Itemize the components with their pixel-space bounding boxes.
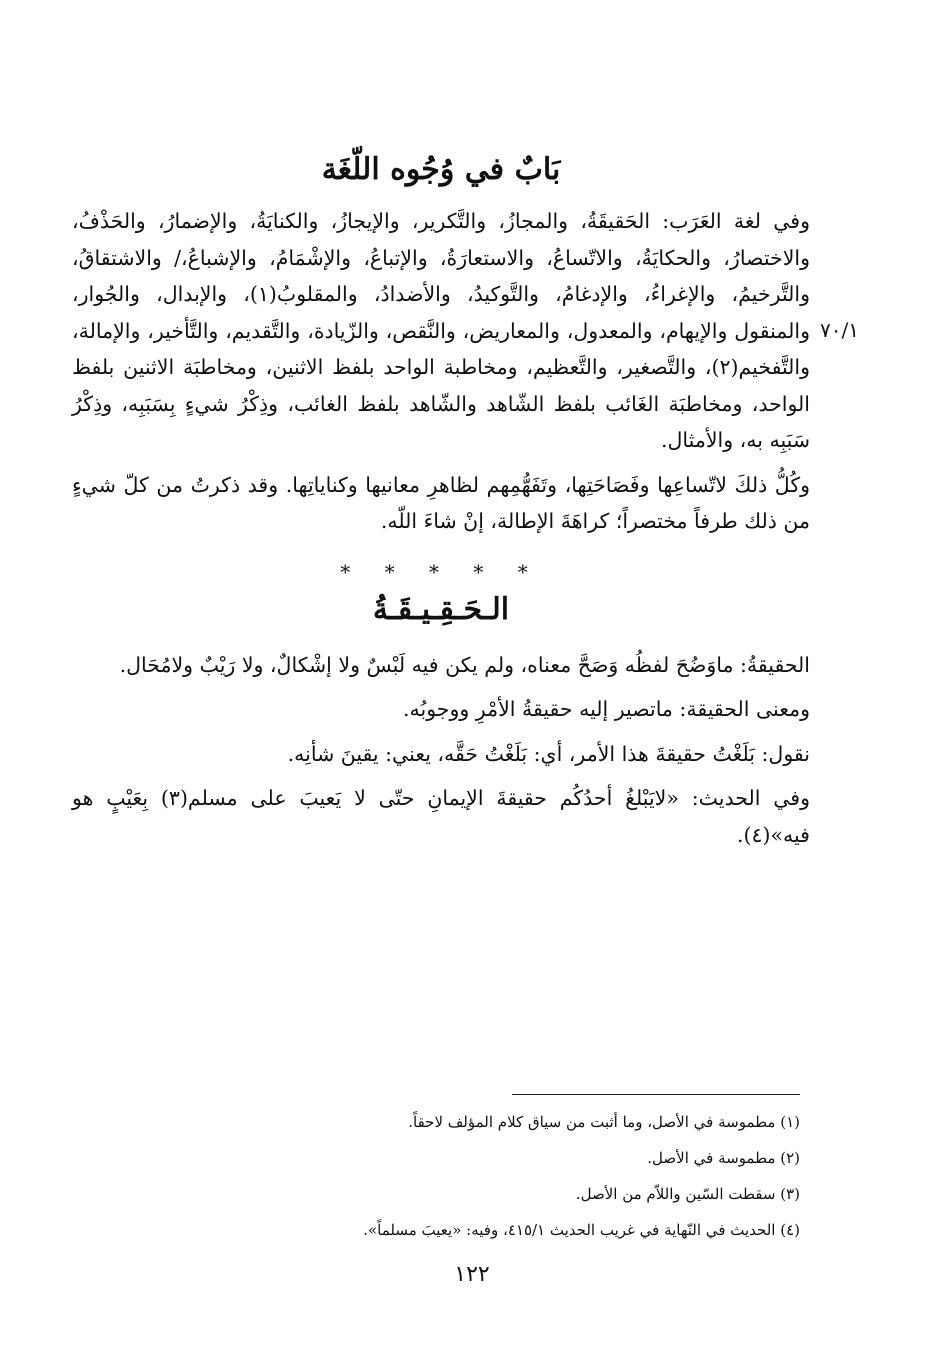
hadith-paragraph: وفي الحديث: «لايَبْلغُ أحدُكُم حقيقةَ الإيمانِ حتّى لا يَعيبَ على مسلم(٣) بِعَيْبٍ هو فيه»(٤).	[72, 786, 810, 847]
footnote-3: (٣) سقطت السّين واللاّم من الأصل.	[575, 1185, 800, 1203]
footnotes-divider	[512, 1094, 800, 1095]
meaning-paragraph: ومعنى الحقيقة: ماتصير إليه حقيقةُ الأمْرِ ووجوبُه.	[402, 697, 810, 721]
page-number: ١٢٢	[454, 1262, 490, 1287]
intro-paragraph-2: وكُلُّ ذلكَ لاتّساعِها وفَصَاحَتِها، وتَفَهُّمِهم لظاهرِ معانيها وكناياتِها. وقد ذكرتُ من كلّ شيءٍ من ذلك طرفاً مختصراً؛ كراهَةَ الإطالة، إنْ شاءَ اللّه.	[72, 472, 810, 533]
usage-paragraph: نقول: بَلَغْتُ حقيقةَ هذا الأمر، أي: بَلَغْتُ حَقَّه، يعني: يقينَ شأنِه.	[287, 741, 810, 766]
section-separator: * * * * *	[340, 559, 542, 584]
intro-paragraph-1: وفي لغة العَرَب: الحَقيقَةُ، والمجازُ، والتَّكرير، والإيجازُ، والكنايَةُ، والإضمارُ، والحَذْفُ، والاختصارُ، والحكايَةُ، والاتّساعُ، والاستعارَةُ، والإتباعُ، والإشْمَامُ، والإشباعُ،/ والاشتقاقُ، والتَّرخيمُ، والإغراءُ، والإدغامُ، والتَّوكيدُ، والأضدادُ، والمقلوبُ(١)، والإبدال، والجُوار، والمنقول والإيهام، والمعدول، والمعاريض، والنَّقص، والزّيادة، والتَّقديم، والتَّأخير، والإمالة، والتَّفخيم(٢)، والتَّصغير، والتَّعظيم، ومخاطبة الواحد بلفظ الاثنين، ومخاطبَة الاثنين بلفظ الواحد، ومخاطبَة الغَائب بلفظ الشّاهد والشّاهد بلفظ الغائب، وذِكْرُ شيءٍ بِسَبَبِه، وذِكْرُ سَبَبِه به، والأمثال.	[72, 209, 810, 452]
footnote-2: (٢) مطموسة في الأصل.	[647, 1149, 800, 1167]
definition-paragraph: الحقيقةُ: ماوَضُحَ لفظُه وَصَحَّ معناه، ولم يكن فيه لَبْسٌ ولا إشْكالٌ، ولا رَيْبٌ ولامُحَال.	[119, 652, 810, 677]
section-title: الـحَـقِـيـقَـةُ	[372, 591, 510, 627]
footnote-1: (١) مطموسة في الأصل، وما أثبت من سياق كلام المؤلف لاحقاً.	[408, 1113, 800, 1131]
margin-page-reference: ٧٠/١	[820, 318, 859, 342]
chapter-title: بَابٌ في وُجُوه اللّغَة	[321, 152, 561, 187]
footnotes	[200, 1104, 800, 1248]
main-text	[72, 150, 810, 861]
footnote-4: (٤) الحديث في النّهاية في غريب الحديث ٤١٥/١، وفيه: «يعيبَ مسلماً».	[363, 1221, 800, 1239]
